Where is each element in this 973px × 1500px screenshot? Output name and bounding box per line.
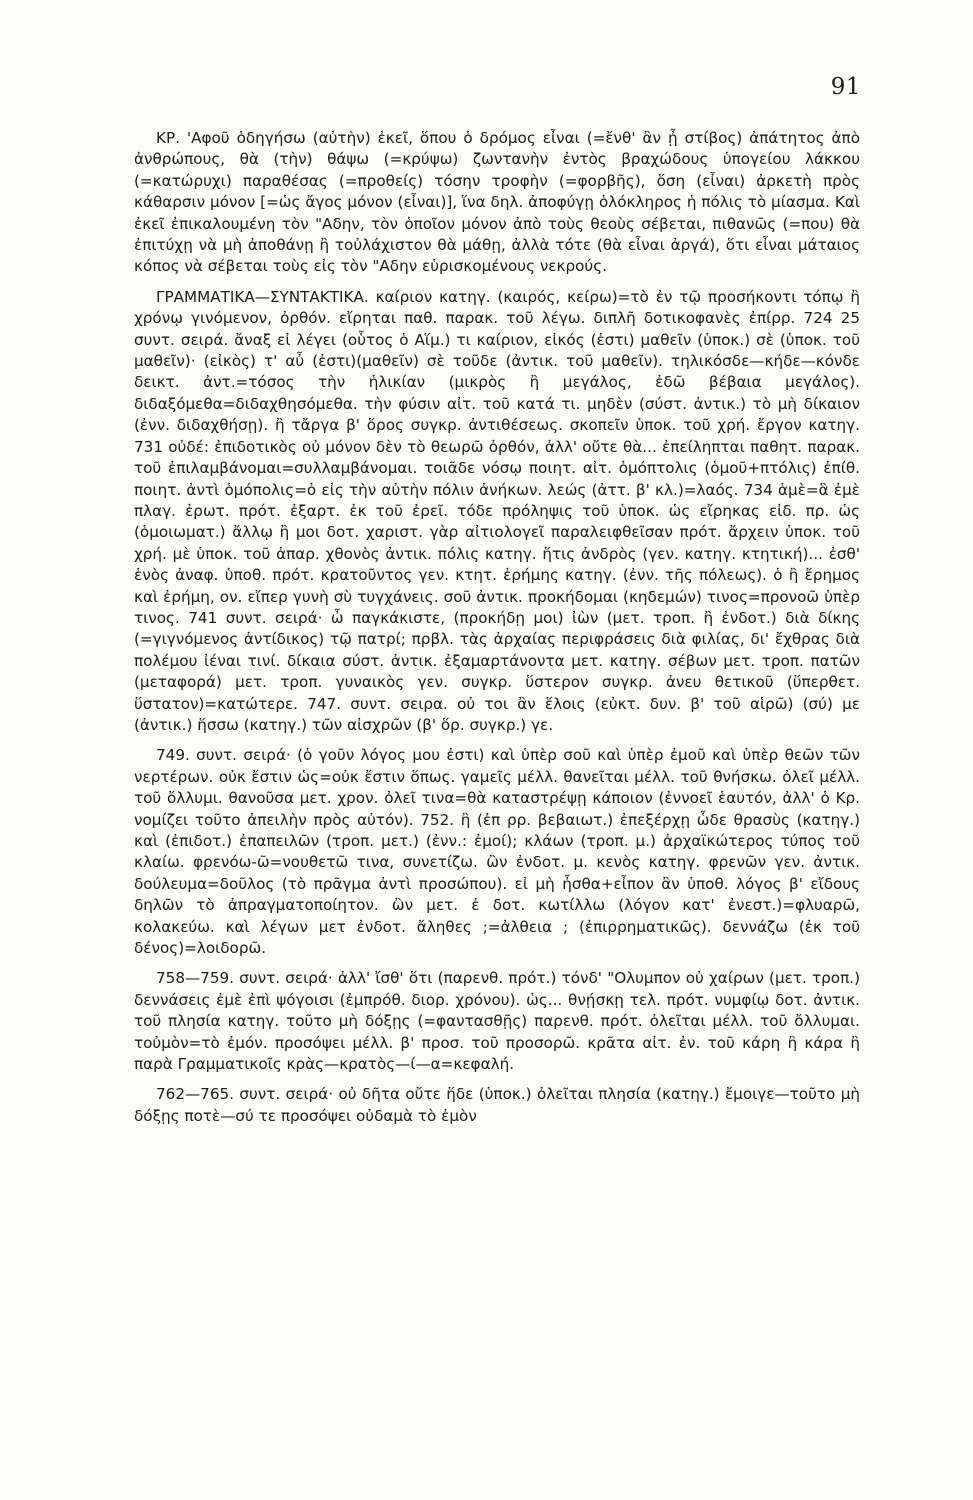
translation-paragraph: ΚΡ. 'Αφοῦ ὁδηγήσω (αὐτὴν) ἐκεῖ, ὅπου ὁ δρόμος εἶναι (=ἔνθ' ἂν ᾖ στίβος) ἀπάτητος ἀπὸ ἀνθρώπους, θὰ (τὴν) θάψω (=κρύψω) ζωντανὴν ἐντὸς βραχώδους ὑπογείου λάκκου (=κατώρυχι) παραθέσας (=προθείς) τόσην τροφὴν (=φορβῆς), ὅση (εἶναι) ἀρκετὴ πρὸς κάθαρσιν μόνον [=ὡς ἄγος μόνον (εἶναι)], ἵνα δηλ. ἀποφύγῃ ὁλόκληρος ἡ πόλις τὸ μίασμα. Καὶ ἐκεῖ ἐπικαλουμένη τὸν "Αδην, τὸν ὁποῖον μόνον ἀπὸ τοὺς θεοὺς σέβεται, πιθανῶς (=που) θὰ ἐπιτύχῃ νὰ μὴ ἀποθάνῃ ἢ τοὐλάχιστον θὰ μάθῃ, ἀλλὰ τότε (θὰ εἶναι ἀργά), ὅτι εἶναι μάταιος κόπος νὰ σέβεται τοὺς εἰς τὸν "Αδην εὑρισκομένους νεκρούς.	[134, 129, 860, 276]
grammar-syntax-paragraph: ΓΡΑΜΜΑΤΙΚΑ—ΣΥΝΤΑΚΤΙΚΑ. καίριον κατηγ. (καιρός, κείρω)=τὸ ἐν τῷ προσήκοντι τόπῳ ἢ χρόνῳ γινόμενον, ὀρθόν. εἴρηται παθ. παρακ. τοῦ λέγω. διπλῆ δοτικοφανὲς ἐπίρρ. 724 25 συντ. σειρά. ἄναξ εἰ λέγει (οὗτος ὁ Αἵμ.) τι καίριον, εἰκός (ἐστι) μαθεῖν (ὑποκ.) σὲ (ὑποκ. τοῦ μαθεῖν)· (εἰκὸς) τ' αὖ (ἐστι)(μαθεῖν) σὲ τοῦδε (ἀντικ. τοῦ μαθεῖν). τηλικόσδε—κήδε—κόνδε δεικτ. ἀντ.=τόσος τὴν ἡλικίαν (μικρὸς ἢ μεγάλος, ἐδῶ βέβαια μεγάλος). διδαξόμεθα=διδαχθησόμεθα. τὴν φύσιν αἰτ. τοῦ κατά τι. μηδὲν (σύστ. ἀντικ.) τὸ μὴ δίκαιον (ἐνν. διδαχθήσῃ). ἢ τἄργα β' ὅρος συγκρ. ἀντιθέσεως. σκοπεῖν ὑποκ. τοῦ χρή. ἔργον κατηγ. 731 οὐδέ: ἐπιδοτικὸς οὐ μόνον δὲν τὸ θεωρῶ ὀρθόν, ἀλλ' οὔτε θὰ... ἐπείληπται παθητ. παρακ. τοῦ ἐπιλαμβάνομαι=συλλαμβάνομαι. τοιᾶδε νόσῳ ποιητ. αἰτ. ὁμόπτολις (ὁμοῦ+πτόλις) ἐπίθ. ποιητ. ἀντὶ ὁμόπολις=ὁ εἰς τὴν αὐτὴν πόλιν ἀνήκων. λεώς (ἀττ. β' κλ.)=λαός. 734 ἁμὲ=ἃ ἐμὲ πλαγ. ἐρωτ. πρότ. ἐξαρτ. ἐκ τοῦ ἐρεῖ. τόδε πρόληψις τοῦ ὑποκ. ὡς εἴρηκας εἰδ. πρ. ὡς (ὁμοιωματ.) ἄλλῳ ἢ μοι δοτ. χαριστ. γὰρ αἰτιολογεῖ παραλειφθεῖσαν πρότ. ἄρχειν ὑποκ. τοῦ χρή. μὲ ὑποκ. τοῦ ἀπαρ. χθονὸς ἀντικ. πόλις κατηγ. ἥτις ἀνδρὸς (γεν. κατηγ. κτητική)... ἐσθ' ἑνὸς ἀναφ. ὑποθ. πρότ. κρατοῦντος γεν. κτητ. ἐρήμης κατηγ. (ἐνν. τῆς πόλεως). ὁ ἢ ἔρημος καὶ ἐρήμη, ον. εἴπερ γυνὴ σὺ τυγχάνεις. σοῦ ἀντικ. προκήδομαι (κηδεμών) τινος=προνοῶ ὑπὲρ τινος. 741 συντ. σειρά· ὦ παγκάκιστε, (προκήδῃ μοι) ἰὼν (μετ. τροπ. ἢ ἐνδοτ.) διὰ δίκης (=γιγνόμενος ἀντίδικος) τῷ πατρί; πρβλ. τὰς ἀρχαίας περιφράσεις διὰ φιλίας, δι' ἔχθρας διὰ πολέμου ἰέναι τινί. δίκαια σύστ. ἀντικ. ἐξαμαρτάνοντα μετ. κατηγ. σέβων μετ. τροπ. πατῶν (μεταφορά) μετ. τροπ. γυναικὸς γεν. συγκρ. ὕστερον συγκρ. ἀνευ θετικοῦ (ὕπερθετ. ὕστατον)=κατώτερε. 747. συντ. σειρα. οὐ τοι ἂν ἕλοις (εὐκτ. δυν. β' τοῦ αἱρῶ) (σύ) με (ἀντικ.) ἥσσω (κατηγ.) τῶν αἰσχρῶν (β' ὅρ. συγκρ.) γε.	[134, 287, 860, 734]
notes-758-759-paragraph: 758—759. συντ. σειρά· ἀλλ' ἴσθ' ὅτι (παρενθ. πρότ.) τόνδ' "Ολυμπον οὐ χαίρων (μετ. τροπ.) δεννάσεις ἐμὲ ἐπὶ ψόγοισι (ἐμπρόθ. διορ. χρόνου). ὡς... θνῄσκῃ τελ. πρότ. νυμφίῳ δοτ. ἀντικ. τοῦ πλησία κατηγ. τοῦτο μὴ δόξῃς (=φαντασθῇς) παρενθ. πρότ. ὀλεῖται μέλλ. τοῦ ὄλλυμαι. τοὐμὸν=τὸ ἐμόν. προσόψει μέλλ. β' προσ. τοῦ προσορῶ. κρᾶτα αἰτ. ἐν. τοῦ κάρη ἢ κάρα ἢ παρὰ Γραμματικοῖς κρὰς—κρατὸς—ί—α=κεφαλή.	[134, 969, 860, 1074]
notes-762-765-paragraph: 762—765. συντ. σειρά· οὐ δῆτα οὔτε ἥδε (ὑποκ.) ὀλεῖται πλησία (κατηγ.) ἔμοιγε—τοῦτο μὴ δόξῃς ποτὲ—σύ τε προσόψει οὐδαμὰ τὸ ἐμὸν	[134, 1085, 860, 1125]
notes-749-paragraph: 749. συντ. σειρά· (ὁ γοῦν λόγος μου ἐστι) καὶ ὑπὲρ σοῦ καὶ ὑπὲρ ἐμοῦ καὶ ὑπὲρ θεῶν τῶν νερτέρων. οὐκ ἔστιν ὡς=οὐκ ἔστιν ὅπως. γαμεῖς μέλλ. θανεῖται μέλλ. τοῦ θνήσκω. ὀλεῖ μέλλ. τοῦ ὄλλυμι. θανοῦσα μετ. χρον. ὀλεῖ τινα=θὰ καταστρέψῃ κάποιον (ἐννοεῖ ἑαυτόν, ἀλλ' ὁ Κρ. νομίζει τοῦτο ἀπειλὴν πρὸς αὐτόν). 752. ἢ (ἐπ ρρ. βεβαιωτ.) ἐπεξέρχῃ ὧδε θρασὺς (κατηγ.) καὶ (ἐπιδοτ.) ἐπαπειλῶν (τροπ. μετ.) (ἐνν.: ἐμοί); κλάων (τροπ. μ.) ἀρχαϊκώτερος τύπος τοῦ κλαίω. φρενόω-ῶ=νουθετῶ τινα, συνετίζω. ὢν ἐνδοτ. μ. κενὸς κατηγ. φρενῶν γεν. ἀντικ. δούλευμα=δοῦλος (τὸ πρᾶγμα ἀντὶ προσώπου). εἰ μὴ ἦσθα+εἶπον ἂν ὑποθ. λόγος β' εἴδους δηλῶν τὸ ἀπραγματοποίητον. ὢν μετ. ἐ δοτ. κωτίλλω (λόγον κατ' ἐνεστ.)=φλυαρῶ, κολακεύω. καὶ λέγων μετ ἐνδοτ. ἄληθες ;=ἀλθεια ; (ἐπιρρηματικῶς). δεννάζω (ἐκ τοῦ δένος)=λοιδορῶ.	[134, 746, 860, 958]
page-number: 91	[830, 74, 861, 100]
commentary-text	[134, 128, 860, 1127]
